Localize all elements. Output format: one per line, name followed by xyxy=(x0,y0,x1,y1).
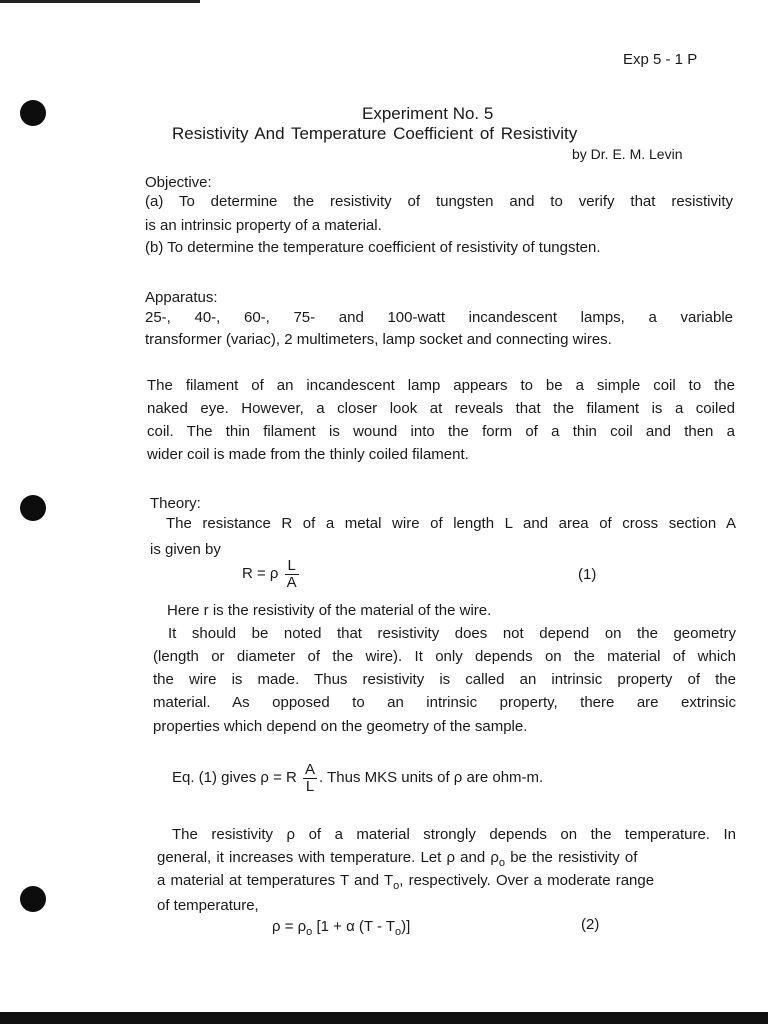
objective-a-line2: is an intrinsic property of a material. xyxy=(145,217,382,234)
eq-units-suffix: . Thus MKS units of ρ are ohm-m. xyxy=(319,769,544,787)
theory-p3-line2: (length or diameter of the wire). It only depends on the material of which xyxy=(153,648,736,665)
p4-line2-subscript: o xyxy=(498,857,506,869)
experiment-title: Experiment No. 5 xyxy=(362,104,494,123)
eq1-numerator: L xyxy=(285,558,299,575)
eq1-fraction xyxy=(285,558,299,591)
theory-p3-line1: It should be noted that resistivity does not depend on the geometry xyxy=(168,625,736,642)
theory-p2: Here r is the resistivity of the material of the wire. xyxy=(167,602,492,619)
filament-line1: The filament of an incandescent lamp appears to be a simple coil to the xyxy=(147,377,735,394)
apparatus-line1: 25-, 40-, 60-, 75- and 100-watt incandescent lamps, a variable xyxy=(145,309,733,326)
p4-line2-part-a: general, it increases with temperature. Let ρ and ρ xyxy=(157,849,499,866)
scan-bottom-edge xyxy=(0,1012,768,1024)
p4-line3-part-a: a material at temperatures T and T xyxy=(157,872,394,889)
theory-p4-line3 xyxy=(157,872,654,892)
punch-hole-middle xyxy=(20,495,46,521)
eq2-number: (2) xyxy=(581,916,600,933)
p4-line3-part-b: , respectively. Over a moderate range xyxy=(399,872,655,889)
theory-p4-line4: of temperature, xyxy=(157,897,259,914)
apparatus-heading: Apparatus: xyxy=(145,289,218,306)
eq-units-prefix: Eq. (1) gives xyxy=(172,769,257,787)
scan-top-line xyxy=(0,0,200,3)
filament-line2: naked eye. However, a closer look at reveals that the filament is a coiled xyxy=(147,400,735,417)
p4-line2-part-b: be the resistivity of xyxy=(505,849,638,866)
theory-p3-line5: properties which depend on the geometry of the sample. xyxy=(153,718,528,735)
equation-units xyxy=(172,762,543,795)
theory-p4-line1: The resistivity ρ of a material strongly depends on the temperature. In xyxy=(172,826,736,843)
equation-2 xyxy=(272,918,410,938)
objective-b-line1: (b) To determine the temperature coefficient of resistivity of tungsten. xyxy=(145,239,601,256)
p4-line3-subscript: o xyxy=(393,880,400,892)
filament-line3: coil. The thin filament is wound into the form of a thin coil and then a xyxy=(147,423,735,440)
eq1-denominator: A xyxy=(286,573,297,591)
objective-heading: Objective: xyxy=(145,174,212,191)
objective-a-line1: (a) To determine the resistivity of tungsten and to verify that resistivity xyxy=(145,193,733,210)
experiment-subtitle: Resistivity And Temperature Coefficient of Resistivity xyxy=(172,124,578,143)
eq2-subscript-1: o xyxy=(306,926,313,938)
theory-p1-line1: The resistance R of a metal wire of length L and area of cross section A xyxy=(166,515,736,532)
filament-line4: wider coil is made from the thinly coiled filament. xyxy=(147,446,469,463)
apparatus-line2: transformer (variac), 2 multimeters, lamp socket and connecting wires. xyxy=(145,331,612,348)
theory-p4-line2 xyxy=(157,849,637,869)
theory-p3-line3: the wire is made. Thus resistivity is called an intrinsic property of the xyxy=(153,671,736,688)
eq1-number: (1) xyxy=(578,566,597,583)
theory-heading: Theory: xyxy=(150,495,201,512)
punch-hole-bottom xyxy=(20,886,46,912)
eq2-part-b: [1 + α (T - T xyxy=(312,918,396,935)
author: by Dr. E. M. Levin xyxy=(572,146,683,162)
punch-hole-top xyxy=(20,100,46,126)
theory-p3-line4: material. As opposed to an intrinsic property, there are extrinsic xyxy=(153,694,736,711)
eq-units-fraction xyxy=(303,762,317,795)
eq1-lhs: R = ρ xyxy=(242,565,279,583)
eq-units-denominator: L xyxy=(305,777,315,795)
eq-units-numerator: A xyxy=(305,761,316,778)
equation-1 xyxy=(242,558,301,591)
eq-units-lhs: ρ = R xyxy=(260,769,297,787)
page-id: Exp 5 - 1 P xyxy=(623,51,698,68)
theory-p1-line2: is given by xyxy=(150,541,221,558)
eq2-part-a: ρ = ρ xyxy=(272,918,307,935)
eq2-part-c: )] xyxy=(401,918,411,935)
eq2-subscript-2: o xyxy=(395,926,402,938)
